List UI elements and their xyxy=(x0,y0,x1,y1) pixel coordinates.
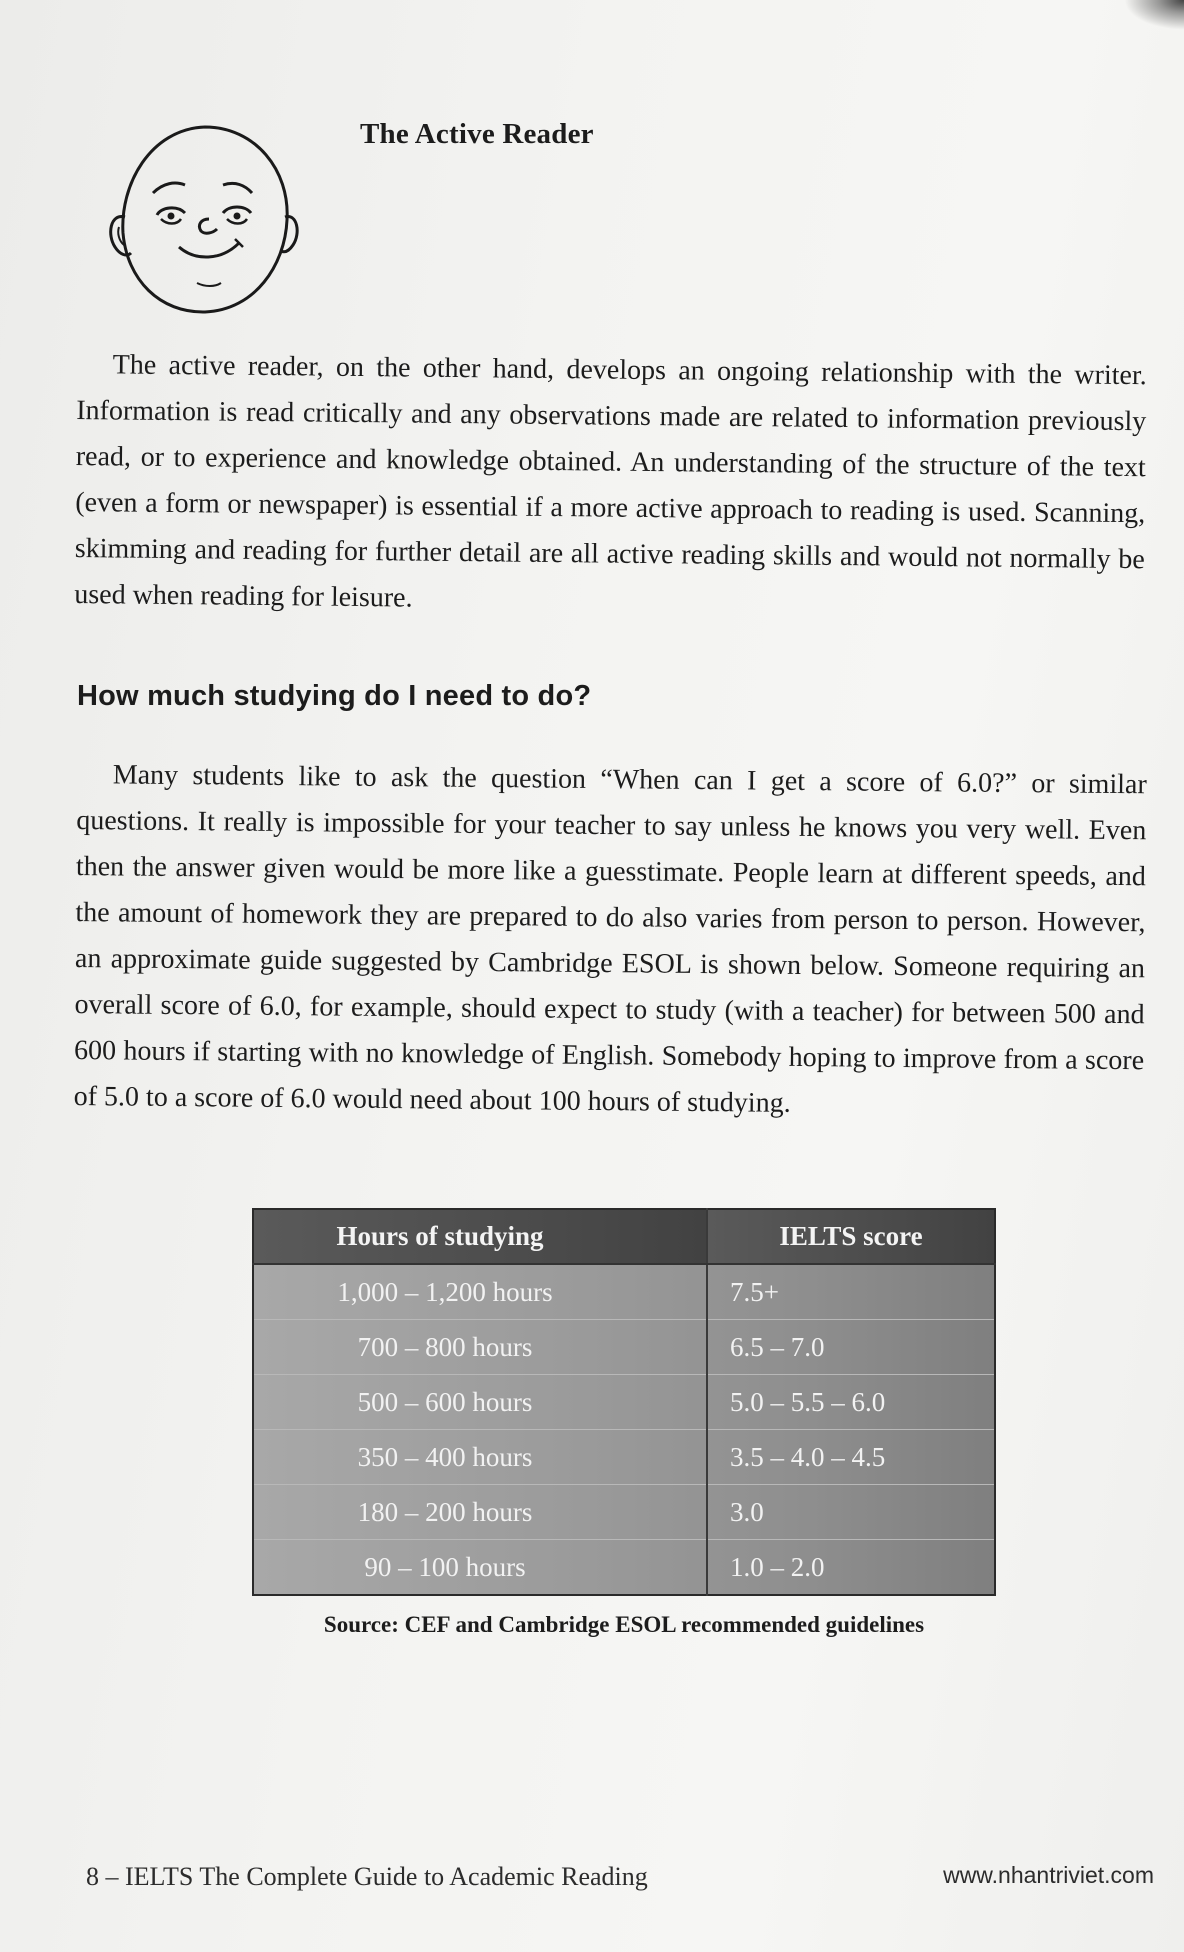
table-header-row xyxy=(253,1209,995,1264)
header-hours: Hours of studying xyxy=(253,1209,707,1264)
table-caption: Source: CEF and Cambridge ESOL recommended guidelines xyxy=(323,1612,925,1637)
footer-page-title: 8 – IELTS The Complete Guide to Academic Reading xyxy=(86,1862,648,1891)
cell-hours: 180 – 200 hours xyxy=(253,1485,707,1540)
page-corner-shadow xyxy=(1124,0,1184,30)
study-hours-table xyxy=(252,1208,996,1596)
section-title: The Active Reader xyxy=(360,118,594,150)
table-row xyxy=(253,1375,995,1430)
cell-hours: 500 – 600 hours xyxy=(253,1375,707,1430)
smiling-face-illustration xyxy=(105,115,305,325)
cell-score: 5.0 – 5.5 – 6.0 xyxy=(707,1375,995,1430)
cell-score: 3.0 xyxy=(707,1485,995,1540)
cell-hours: 1,000 – 1,200 hours xyxy=(253,1264,707,1320)
cell-hours: 700 – 800 hours xyxy=(253,1320,707,1375)
table-row xyxy=(253,1430,995,1485)
study-hours-table-container xyxy=(252,1208,996,1596)
cell-score: 6.5 – 7.0 xyxy=(707,1320,995,1375)
table-row xyxy=(253,1540,995,1596)
header-score: IELTS score xyxy=(707,1209,995,1264)
table-row xyxy=(253,1320,995,1375)
heading-how-much-studying: How much studying do I need to do? xyxy=(77,680,592,712)
paragraph-active-reader: The active reader, on the other hand, develops an ongoing relationship with the writer. Information is read critically and any observations made are related to information previously read, or to experience and knowledge obtained. An understanding of the structure of the text (even a form or newspaper) is essential if a more active approach to reading is used. Scanning, skimming and reading for further detail are all active reading skills and would not normally be used when reading for leisure. xyxy=(74,349,1147,614)
paragraph-studying: Many students like to ask the question “When can I get a score of 6.0?” or similar questions. It really is impossible for your teacher to say unless he knows you very well. Even then the answer given would be more like a guesstimate. People learn at different speeds, and the amount of homework they are prepared to do also varies from person to person. However, an approximate guide suggested by Cambridge ESOL is shown below. Someone requiring an overall score of 6.0, for example, should expect to study (with a teacher) for between 500 and 600 hours if starting with no knowledge of English. Somebody hoping to improve from a score of 5.0 to a score of 6.0 would need about 100 hours of studying. xyxy=(73,759,1147,1119)
cell-score: 3.5 – 4.0 – 4.5 xyxy=(707,1430,995,1485)
table-row xyxy=(253,1264,995,1320)
cell-hours: 350 – 400 hours xyxy=(253,1430,707,1485)
cell-score: 1.0 – 2.0 xyxy=(707,1540,995,1596)
cell-hours: 90 – 100 hours xyxy=(253,1540,707,1596)
footer-website: www.nhantriviet.com xyxy=(943,1862,1154,1888)
table-row xyxy=(253,1485,995,1540)
cell-score: 7.5+ xyxy=(707,1264,995,1320)
